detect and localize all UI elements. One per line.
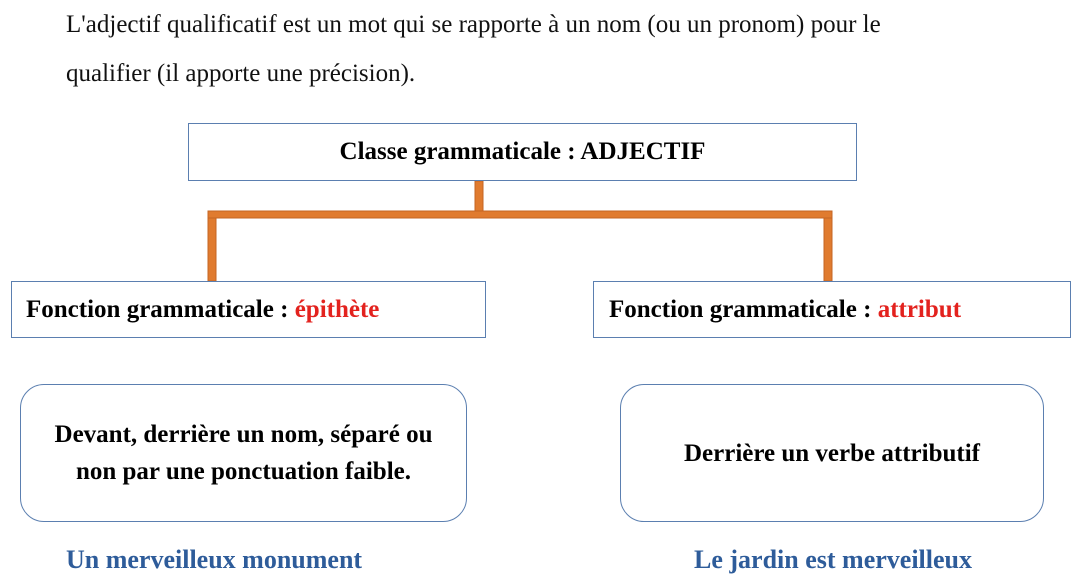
attribut-example: Le jardin est merveilleux [694,545,972,574]
root-class-label: Classe grammaticale : ADJECTIF [339,138,706,165]
function-attribut-box [593,281,1071,338]
connector-left-branch [208,218,216,281]
connector-bar [208,211,832,218]
function-epithete-prefix: Fonction grammaticale : [26,295,295,323]
attribut-description: Derrière un verbe attributif [684,439,980,467]
epithete-example: Un merveilleux monument [66,545,363,574]
intro-line-1: L'adjectif qualificatif est un mot qui se rapporte à un nom (ou un pronom) pour le [66,11,881,38]
epithete-description-box [20,384,467,522]
function-attribut-prefix: Fonction grammaticale : [609,295,878,323]
function-epithete-label: épithète [294,295,380,323]
connector-stem [475,181,483,211]
function-epithete-box [11,281,486,338]
epithete-description: Devant, derrière un nom, séparé ou non par une ponctuation faible. [54,421,433,485]
root-class-box [188,123,857,181]
connector-right-branch [824,218,832,281]
function-attribut-label: attribut [877,295,962,323]
intro-line-2: qualifier (il apporte une précision). [66,60,416,87]
attribut-description-box [620,384,1044,522]
